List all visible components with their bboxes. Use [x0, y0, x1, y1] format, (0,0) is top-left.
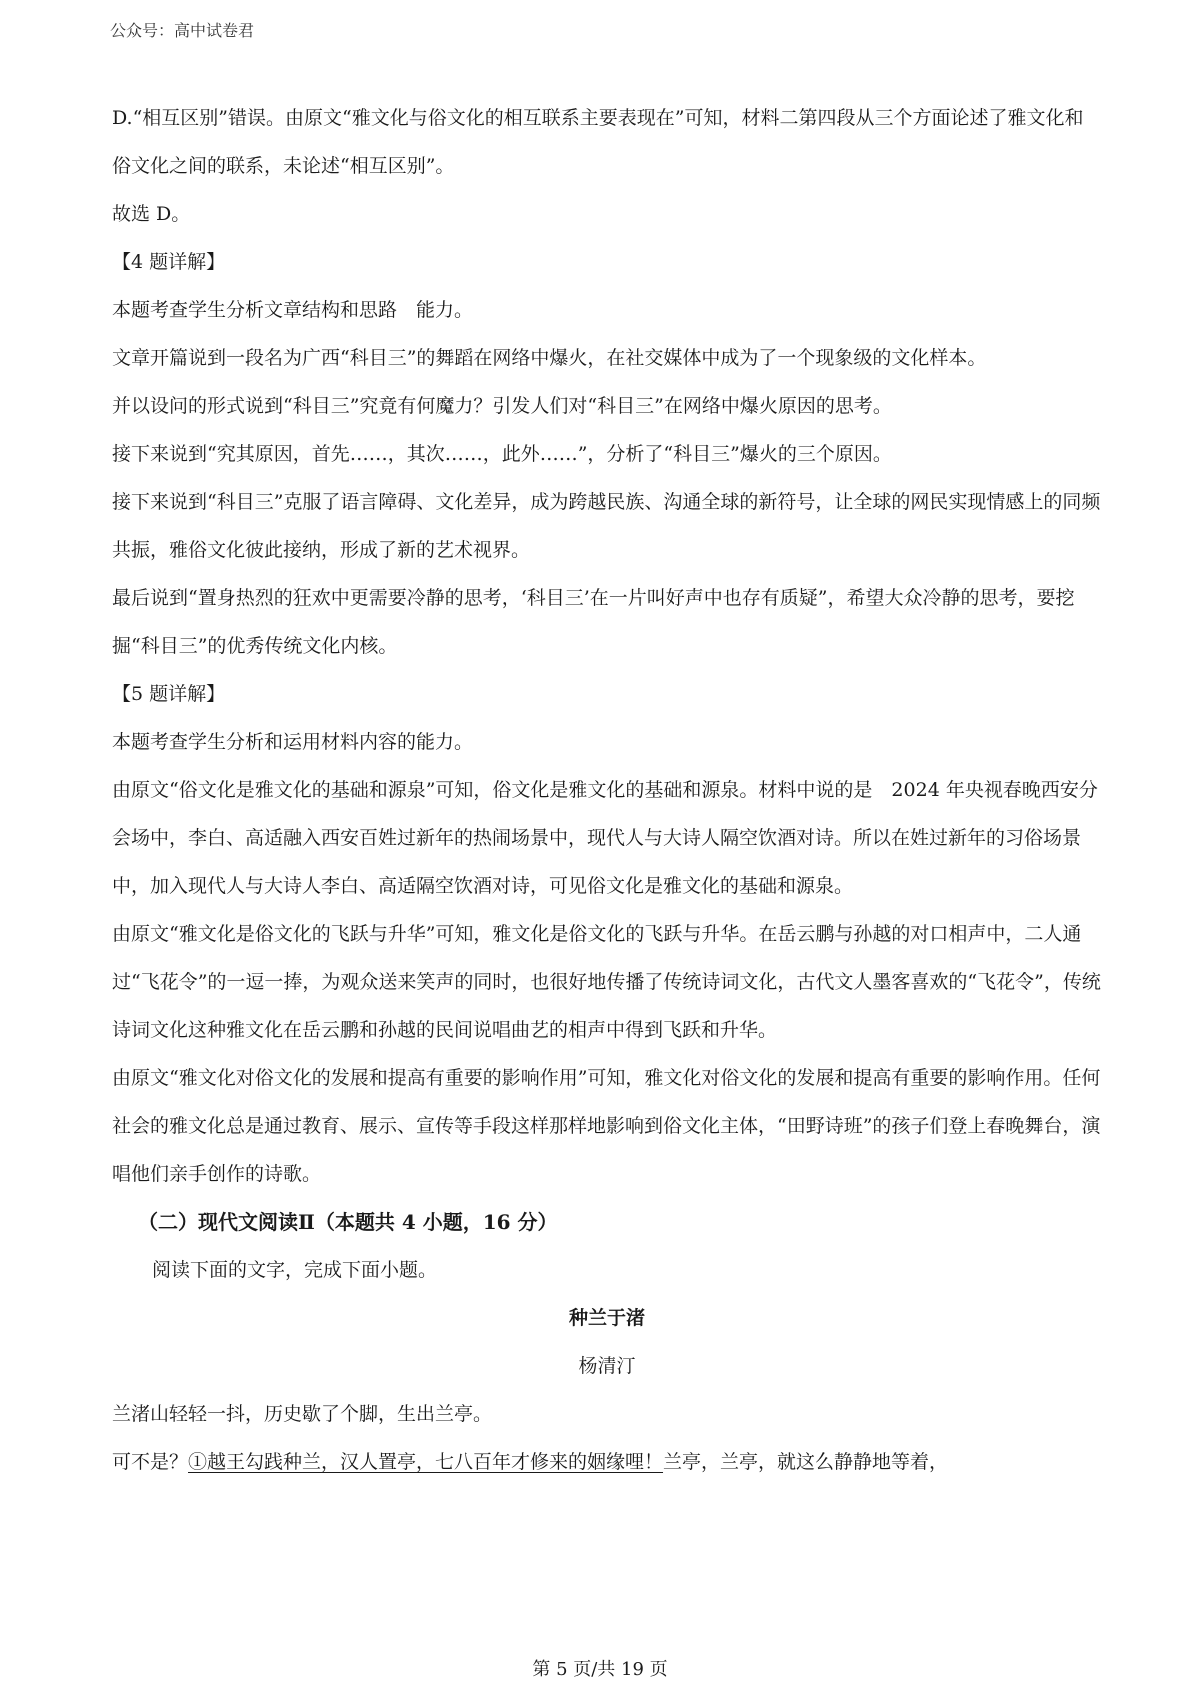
page-header: 公众号：高中试卷君: [110, 21, 255, 40]
article-text: 兰亭，兰亭，就这么静静地等着，: [663, 1451, 949, 1473]
paragraph: 接下来说到“科目三”克服了语言障碍、文化差异，成为跨越民族、沟通全球的新符号，让全球的网民实现情感上的同频共振，雅俗文化彼此接纳，形成了新的艺术视界。: [112, 491, 1101, 561]
question-heading: 【5 题详解】: [112, 683, 226, 705]
page-number: 第 5 页/共 19 页: [532, 1659, 668, 1680]
paragraph: D.“相互区别”错误。由原文“雅文化与俗文化的相互联系主要表现在”可知，材料二第四段从三个方面论述了雅文化和俗文化之间的联系，未论述“相互区别”。: [112, 107, 1084, 177]
question-heading: 【4 题详解】: [112, 251, 226, 273]
paragraph: 由原文“俗文化是雅文化的基础和源泉”可知，俗文化是雅文化的基础和源泉。材料中说的是 2024 年央视春晚西安分会场中，李白、高适融入西安百姓过新年的热闹场景中，现代人与大诗人隔空饮酒对诗。所以在姓过新年的习俗场景中，加入现代人与大诗人李白、高适隔空饮酒对诗，可见俗文化是雅文化的基础和源泉。: [112, 779, 1098, 897]
section-heading: （二）现代文阅读Ⅱ（本题共 4 小题，16 分）: [138, 1210, 558, 1234]
paragraph: 由原文“雅文化对俗文化的发展和提高有重要的影响作用”可知，雅文化对俗文化的发展和提高有重要的影响作用。任何社会的雅文化总是通过教育、展示、宣传等手段这样那样地影响到俗文化主体，“田野诗班”的孩子们登上春晚舞台，演唱他们亲手创作的诗歌。: [112, 1067, 1101, 1185]
article-title: 种兰于渚: [568, 1307, 645, 1329]
article-line: [112, 1438, 1102, 1486]
document-body: [112, 94, 1102, 1486]
section-instruction: 阅读下面的文字，完成下面小题。: [152, 1259, 438, 1281]
paragraph: 故选 D。: [112, 203, 191, 225]
article-text: 可不是？: [112, 1451, 189, 1473]
paragraph: 由原文“雅文化是俗文化的飞跃与升华”可知，雅文化是俗文化的飞跃与升华。在岳云鹏与孙越的对口相声中，二人通过“飞花令”的一逗一捧，为观众送来笑声的同时，也很好地传播了传统诗词文化，古代文人墨客喜欢的“飞花令”，传统诗词文化这种雅文化在岳云鹏和孙越的民间说唱曲艺的相声中得到飞跃和升华。: [112, 923, 1101, 1041]
paragraph: 接下来说到“究其原因，首先……，其次……，此外……”，分析了“科目三”爆火的三个原因。: [112, 443, 892, 465]
paragraph: 本题考查学生分析文章结构和思路 能力。: [112, 299, 474, 321]
paragraph: 最后说到“置身热烈的狂欢中更需要冷静的思考，‘科目三’在一片叫好声中也存有质疑”，希望大众冷静的思考，要挖掘“科目三”的优秀传统文化内核。: [112, 587, 1075, 657]
paragraph: 文章开篇说到一段名为广西“科目三”的舞蹈在网络中爆火，在社交媒体中成为了一个现象级的文化样本。: [112, 347, 987, 369]
paragraph: 本题考查学生分析和运用材料内容的能力。: [112, 731, 474, 753]
paragraph: 并以设问的形式说到“科目三”究竟有何魔力？引发人们对“科目三”在网络中爆火原因的思考。: [112, 395, 892, 417]
underlined-sentence: ①越王勾践种兰，汉人置亭，七八百年才修来的姻缘哩！: [188, 1451, 664, 1473]
article-author: 杨清汀: [578, 1355, 636, 1377]
article-line: 兰渚山轻轻一抖，历史歇了个脚，生出兰亭。: [112, 1403, 493, 1425]
